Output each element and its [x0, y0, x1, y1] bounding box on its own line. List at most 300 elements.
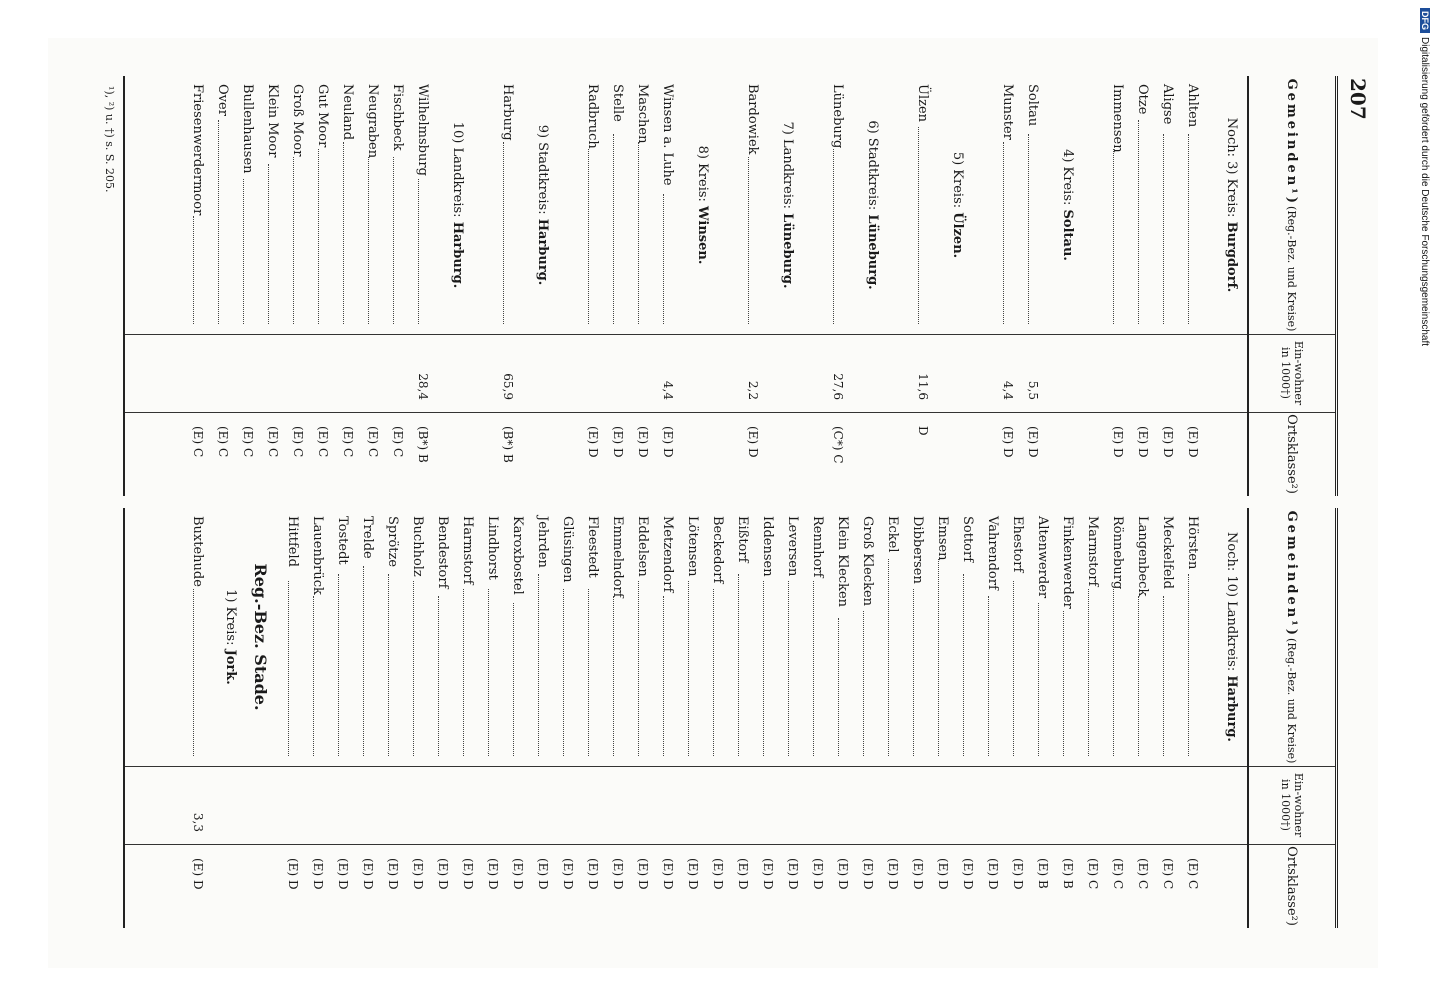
left-section-title [1060, 76, 1075, 334]
left-row-leader [268, 164, 285, 324]
right-row-leader [363, 566, 380, 756]
left-row-leader [1028, 134, 1045, 324]
right-row-leader [938, 559, 955, 756]
credit-strip [1418, 8, 1430, 408]
left-section-prefix: 9) Stadtkreis: [535, 124, 550, 215]
left-row-name: Friesenwerdermoor [190, 84, 205, 216]
left-row-leader [1163, 134, 1180, 324]
left-row-ortsklasse: (E) D [1136, 426, 1150, 458]
right-row [955, 508, 980, 928]
left-row-leader [1138, 120, 1155, 324]
right-row [1155, 508, 1180, 928]
right-row-leader [963, 574, 980, 756]
right-row-ortsklasse: (E) D [586, 858, 600, 890]
right-row [855, 508, 880, 928]
left-row-name: Ahlten [1185, 84, 1200, 128]
right-row-ortsklasse: (E) C [1186, 858, 1200, 890]
right-row-name: Lindhorst [485, 516, 500, 580]
left-row-ortsklasse: (E) C [241, 426, 255, 458]
left-row-einwohner: 4,4 [661, 380, 675, 400]
right-row [330, 508, 355, 928]
left-row-leader [638, 142, 655, 324]
right-row-ortsklasse: (E) D [386, 858, 400, 890]
right-row-leader [563, 589, 580, 756]
left-row [655, 76, 680, 496]
dfg-logo: DFG [1420, 8, 1430, 33]
right-row-name: Iddensen [760, 516, 775, 577]
page-content [48, 38, 1378, 968]
left-row-einwohner: 5,5 [1026, 380, 1040, 400]
left-row-leader [418, 179, 435, 324]
right-row [305, 508, 330, 928]
left-row-ortsklasse: (E) C [391, 426, 405, 458]
right-row-ortsklasse: (E) D [436, 858, 450, 890]
left-section-title [950, 76, 965, 334]
right-row-name: Langenbeck [1135, 516, 1150, 597]
left-section-prefix: 7) Landkreis: [780, 121, 795, 210]
right-row [730, 508, 755, 928]
right-row-name: Buxtehude [190, 516, 205, 587]
right-row [380, 508, 405, 928]
right-row-ortsklasse: (E) D [661, 858, 675, 890]
left-row-name: Ülzen [915, 84, 930, 123]
right-section-prefix: Noch: 10) Landkreis: [1224, 532, 1239, 672]
left-section-name: Lüneburg. [865, 214, 880, 290]
left-row-ortsklasse: (B*) B [501, 426, 515, 463]
right-row-name: Leversen [785, 516, 800, 577]
right-row [1130, 508, 1155, 928]
left-row-leader [293, 157, 310, 324]
left-row-name: Winsen a. Luhe [660, 84, 675, 186]
left-row-leader [918, 127, 935, 324]
left-row [1105, 76, 1130, 496]
left-row [995, 76, 1020, 496]
left-row-leader [243, 179, 260, 324]
left-section-prefix: Noch: 3) Kreis: [1224, 117, 1239, 218]
right-row [1055, 508, 1080, 928]
right-row-ortsklasse: (E) D [311, 858, 325, 890]
right-row-ortsklasse: (E) D [911, 858, 925, 890]
right-section-title [1224, 508, 1239, 766]
table-lower [123, 508, 1338, 928]
right-row [480, 508, 505, 928]
credit-text: Digitalisierung gefördert durch die Deutsche Forschungsgemeinschaft [1419, 37, 1430, 347]
left-row-name: Stelle [610, 84, 625, 122]
right-row-ortsklasse: (E) C [1086, 858, 1100, 890]
left-row-name: Fischbeck [390, 84, 405, 151]
right-row [680, 508, 705, 928]
right-row [930, 508, 955, 928]
left-row-einwohner: 28,4 [416, 373, 430, 400]
right-row-name: Rönneburg [1110, 516, 1125, 590]
right-row-leader [1188, 574, 1205, 756]
right-row-name: Hörsten [1185, 516, 1200, 570]
left-row-ortsklasse: (E) C [316, 426, 330, 458]
right-row [405, 508, 430, 928]
right-row-leader [788, 581, 805, 756]
left-row-einwohner: 27,6 [831, 373, 845, 400]
right-row [1005, 508, 1030, 928]
right-row-leader [488, 589, 505, 756]
right-row-leader [1038, 603, 1055, 756]
left-row-leader [663, 194, 680, 324]
left-section-title [780, 76, 795, 334]
right-row [355, 508, 380, 928]
right-row [605, 508, 630, 928]
left-row-name: Otze [1135, 84, 1150, 115]
right-row [880, 508, 905, 928]
right-row-leader [438, 596, 455, 756]
left-row-leader [613, 134, 630, 324]
left-row-ortsklasse: (E) D [1001, 426, 1015, 458]
right-row-leader [813, 581, 830, 756]
right-row [455, 508, 480, 928]
left-row-name: Neugraben [365, 84, 380, 159]
right-row-leader [713, 589, 730, 756]
right-row [980, 508, 1005, 928]
left-row-ortsklasse: (E) D [746, 426, 760, 458]
left-row [385, 76, 410, 496]
left-row-ortsklasse: (E) D [611, 426, 625, 458]
left-row-name: Soltau [1025, 84, 1040, 127]
left-row [740, 76, 765, 496]
left-section-title [1224, 76, 1239, 334]
right-row-leader [313, 596, 330, 756]
right-row-ortsklasse: (E) D [336, 858, 350, 890]
left-row [1130, 76, 1155, 496]
left-row-name: Neuland [340, 84, 355, 141]
right-row-name: Eißtorf [735, 516, 750, 563]
left-row [580, 76, 605, 496]
left-row-ortsklasse: (E) D [1026, 426, 1040, 458]
right-row [1030, 508, 1055, 928]
right-section-prefix: 1) Kreis: [223, 589, 238, 646]
right-row-name: Emsen [935, 516, 950, 561]
right-row-ortsklasse: (E) D [286, 858, 300, 890]
left-section-prefix: 4) Kreis: [1060, 149, 1075, 206]
right-row-ortsklasse: (E) C [1111, 858, 1125, 890]
right-header-einwohner: Ein-wohner in 1000†) [1247, 766, 1335, 844]
right-row-name: Metzendorf [660, 516, 675, 593]
right-row-leader [688, 581, 705, 756]
right-row-name: Karoxbostel [510, 516, 525, 595]
right-row [630, 508, 655, 928]
right-row-ortsklasse: (E) D [686, 858, 700, 890]
left-row-name: Klein Moor [265, 84, 280, 158]
right-row [1180, 508, 1205, 928]
right-row-ortsklasse: (E) D [886, 858, 900, 890]
left-header-gemeinden [1247, 76, 1335, 334]
right-row-name: Tostedt [335, 516, 350, 565]
right-row-leader [663, 596, 680, 756]
right-section-name: Jork. [223, 649, 238, 685]
right-section-title [223, 508, 238, 766]
right-row-ortsklasse: (E) D [736, 858, 750, 890]
left-row-leader [588, 149, 605, 324]
right-row-name: Trelde [360, 516, 375, 559]
right-row-name: Finkenwerder [1060, 516, 1075, 609]
right-row [1080, 508, 1105, 928]
right-row [555, 508, 580, 928]
page-number: 207 [1346, 78, 1370, 120]
right-row-ortsklasse: (E) D [861, 858, 875, 890]
right-row-ortsklasse: (E) D [711, 858, 725, 890]
right-row-ortsklasse: (E) D [511, 858, 525, 890]
right-row-ortsklasse: (E) B [1036, 858, 1050, 889]
left-row-name: Groß Moor [290, 84, 305, 157]
left-header-gemeinden-sub: (Reg.-Bez. und Kreise) [1285, 206, 1299, 332]
right-section-name: Reg.-Bez. Stade. [251, 563, 270, 711]
right-row [280, 508, 305, 928]
right-row-name: Vahrendorf [985, 516, 1000, 590]
right-row-ortsklasse: (E) D [961, 858, 975, 890]
left-row-leader [193, 216, 210, 324]
right-row-name: Harmstorf [460, 516, 475, 585]
right-row-ortsklasse: (E) C [1161, 858, 1175, 890]
right-row-leader [613, 596, 630, 756]
left-row-ortsklasse: (E) D [636, 426, 650, 458]
right-row-leader [193, 589, 210, 756]
left-row [605, 76, 630, 496]
left-section-title [865, 76, 880, 334]
left-row-leader [318, 149, 335, 324]
left-section-name: Soltau. [1060, 209, 1075, 261]
right-row-ortsklasse: (E) D [1011, 858, 1025, 890]
right-row-ortsklasse: (E) D [561, 858, 575, 890]
left-row-name: Munster [1000, 84, 1015, 140]
right-row-name: Jehrden [535, 516, 550, 568]
right-row [905, 508, 930, 928]
right-row-ortsklasse: (E) D [411, 858, 425, 890]
footnote: ¹), ²) u. †) s. S. 205. [103, 86, 116, 193]
left-row-ortsklasse: (E) D [586, 426, 600, 458]
right-row-ortsklasse: (E) D [761, 858, 775, 890]
left-row [285, 76, 310, 496]
left-row [310, 76, 335, 496]
right-row-leader [863, 611, 880, 756]
right-row [185, 508, 210, 928]
right-row-name: Sprötze [385, 516, 400, 568]
left-section-prefix: 10) Landkreis: [450, 121, 465, 218]
right-row-name: Fleestedt [585, 516, 600, 578]
right-row-leader [1138, 596, 1155, 756]
right-row-ortsklasse: (E) D [636, 858, 650, 890]
right-row-leader [1163, 596, 1180, 756]
left-row-ortsklasse: (E) C [291, 426, 305, 458]
left-row-einwohner: 11,6 [916, 373, 930, 400]
left-row-leader [218, 120, 235, 324]
left-section-name: Harburg. [535, 218, 550, 286]
scanned-page [48, 38, 1378, 968]
right-row-leader [638, 581, 655, 756]
right-row [530, 508, 555, 928]
right-row-ortsklasse: (E) D [836, 858, 850, 890]
right-row-leader [913, 589, 930, 756]
rotated-page [48, 38, 1378, 968]
left-row-ortsklasse: (E) C [266, 426, 280, 458]
right-row-leader [288, 581, 305, 756]
right-row-name: Lötensen [685, 516, 700, 577]
left-row-name: Bullenhausen [240, 84, 255, 174]
right-row-name: Eddelsen [635, 516, 650, 577]
right-row-leader [538, 574, 555, 756]
right-row-name: Glüsingen [560, 516, 575, 583]
right-header-gemeinden-title: Gemeinden¹) [1284, 510, 1300, 639]
left-row [210, 76, 235, 496]
left-row-name: Harburg [500, 84, 515, 141]
left-row-einwohner: 65,9 [501, 373, 515, 400]
right-header-gemeinden [1247, 508, 1335, 766]
right-row-ortsklasse: (E) D [461, 858, 475, 890]
right-row-name: Altenwerder [1035, 516, 1050, 599]
right-row-name: Rennhorf [810, 516, 825, 578]
left-row [825, 76, 850, 496]
left-row [1180, 76, 1205, 496]
left-row-leader [833, 149, 850, 324]
right-row-ortsklasse: (E) D [191, 858, 205, 890]
right-row [755, 508, 780, 928]
left-row [260, 76, 285, 496]
right-row [505, 508, 530, 928]
left-row [630, 76, 655, 496]
left-row [360, 76, 385, 496]
left-row-ortsklasse: (E) D [661, 426, 675, 458]
right-row-leader [1113, 589, 1130, 756]
left-section-title [535, 76, 550, 334]
right-row-leader [763, 581, 780, 756]
right-header-ortsklasse: Ortsklasse²) [1247, 844, 1335, 928]
right-row-name: Beckedorf [710, 516, 725, 584]
left-row [185, 76, 210, 496]
left-header-ortsklasse: Ortsklasse²) [1247, 412, 1335, 496]
left-row-ortsklasse: (E) C [341, 426, 355, 458]
right-row [1105, 508, 1130, 928]
right-row-ortsklasse: (E) D [611, 858, 625, 890]
right-row-name: Meckelfeld [1160, 516, 1175, 589]
left-header-gemeinden-title: Gemeinden¹) [1284, 78, 1300, 207]
left-row-ortsklasse: (C*) C [831, 426, 845, 464]
left-row [1155, 76, 1180, 496]
right-row-name: Hittfeld [285, 516, 300, 567]
right-row-name: Buchholz [410, 516, 425, 577]
right-row-name: Bendestorf [435, 516, 450, 589]
left-section-name: Burgdorf. [1224, 221, 1239, 293]
right-section-title [251, 508, 270, 766]
left-row-name: Lüneburg [830, 84, 845, 149]
table-upper [123, 76, 1338, 496]
right-row-ortsklasse: (E) C [1136, 858, 1150, 890]
right-row-einwohner: 3,3 [191, 812, 205, 832]
left-row-name: Aligse [1160, 84, 1175, 125]
left-row-ortsklasse: D [916, 426, 930, 436]
left-row [495, 76, 520, 496]
right-row [780, 508, 805, 928]
left-section-prefix: 8) Kreis: [695, 145, 710, 202]
right-row-leader [513, 603, 530, 756]
left-row-name: Radbruch [585, 84, 600, 149]
right-row [830, 508, 855, 928]
right-row-ortsklasse: (E) D [811, 858, 825, 890]
right-row-name: Emmelndorf [610, 516, 625, 598]
left-row-ortsklasse: (E) D [1111, 426, 1125, 458]
left-row-leader [393, 157, 410, 324]
right-row [705, 508, 730, 928]
right-row-leader [338, 574, 355, 756]
right-row-leader [888, 559, 905, 756]
right-row-leader [988, 596, 1005, 756]
left-row-name: Over [215, 84, 230, 116]
left-row-ortsklasse: (E) D [1161, 426, 1175, 458]
right-row-leader [1013, 581, 1030, 756]
right-row-name: Marmstorf [1085, 516, 1100, 587]
left-row-leader [1113, 149, 1130, 324]
left-row [910, 76, 935, 496]
left-row-name: Bardowiek [745, 84, 760, 155]
right-row-ortsklasse: (E) D [786, 858, 800, 890]
left-section-name: Lüneburg. [780, 213, 795, 289]
right-row-ortsklasse: (E) D [486, 858, 500, 890]
left-section-name: Winsen. [695, 206, 710, 265]
left-row [235, 76, 260, 496]
left-row-ortsklasse: (E) D [1186, 426, 1200, 458]
right-row-name: Groß Klecken [860, 516, 875, 607]
left-row-name: Immensen [1110, 84, 1125, 153]
left-header-einwohner: Ein-wohner in 1000†) [1247, 334, 1335, 412]
left-row-name: Gut Moor [315, 84, 330, 148]
right-row-name: Lauenbrück [310, 516, 325, 595]
right-row-name: Klein Klecken [835, 516, 850, 608]
left-row-einwohner: 2,2 [746, 380, 760, 400]
left-row [410, 76, 435, 496]
right-row-name: Eckel [885, 516, 900, 553]
left-section-prefix: 6) Stadtkreis: [865, 120, 880, 211]
left-row-leader [503, 142, 520, 324]
left-row-ortsklasse: (E) C [366, 426, 380, 458]
right-row-leader [388, 574, 405, 756]
left-row-leader [368, 157, 385, 324]
right-row-leader [1063, 611, 1080, 756]
left-row-ortsklasse: (B*) B [416, 426, 430, 463]
left-row-leader [748, 157, 765, 324]
right-row-name: Sottorf [960, 516, 975, 563]
left-section-title [695, 76, 710, 334]
left-row-leader [1188, 134, 1205, 324]
right-row-ortsklasse: (E) D [361, 858, 375, 890]
right-row-leader [838, 618, 855, 756]
left-row-name: Maschen [635, 84, 650, 144]
right-row-name: Ehestorf [1010, 516, 1025, 573]
left-row-einwohner: 4,4 [1001, 380, 1015, 400]
right-row [805, 508, 830, 928]
right-row-leader [413, 581, 430, 756]
right-row [580, 508, 605, 928]
right-row-leader [738, 574, 755, 756]
left-row [1020, 76, 1045, 496]
left-row-leader [343, 142, 360, 324]
right-row [430, 508, 455, 928]
right-row-name: Dibbersen [910, 516, 925, 584]
right-row-ortsklasse: (E) D [936, 858, 950, 890]
left-row-name: Wilhelmsburg [415, 84, 430, 176]
right-row-ortsklasse: (E) D [986, 858, 1000, 890]
left-row [335, 76, 360, 496]
right-header-gemeinden-sub: (Reg.-Bez. und Kreise) [1285, 638, 1299, 764]
left-section-title [450, 76, 465, 334]
right-section-name: Harburg. [1224, 675, 1239, 742]
right-row-leader [463, 589, 480, 756]
left-section-name: Harburg. [450, 221, 465, 289]
right-row-ortsklasse: (E) B [1061, 858, 1075, 889]
